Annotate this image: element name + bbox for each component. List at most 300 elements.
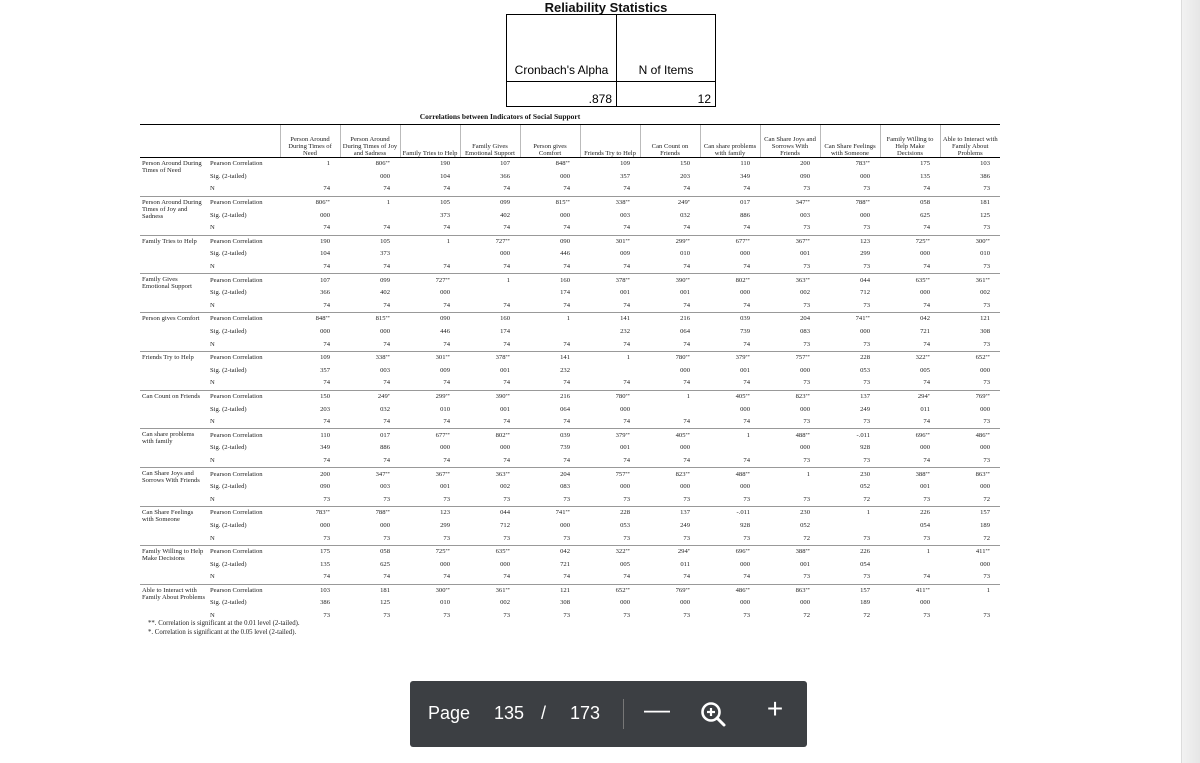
statistic-label: Sig. (2-tailed)	[210, 483, 247, 491]
table-row	[140, 571, 1000, 584]
table-cell: 017	[700, 196, 760, 209]
table-cell: 73	[863, 340, 870, 348]
table-row	[140, 558, 1000, 571]
statistic-label: Sig. (2-tailed)	[210, 405, 247, 413]
table-cell: 74	[623, 301, 630, 309]
table-cell: 73	[863, 185, 870, 193]
table-cell: 390**	[460, 390, 520, 403]
table-cell: 74	[383, 340, 390, 348]
table-cell: 001	[440, 483, 450, 491]
table-cell: 105	[400, 196, 460, 209]
table-cell: 000	[980, 405, 990, 413]
table-cell: 204	[760, 313, 820, 326]
table-cell: 73	[803, 224, 810, 232]
table-cell: 105	[340, 235, 400, 248]
table-cell: 74	[383, 456, 390, 464]
table-cell	[700, 442, 760, 455]
table-row	[140, 183, 1000, 196]
table-cell: 74	[563, 456, 570, 464]
table-cell: 000	[500, 250, 510, 258]
table-cell: 696**	[880, 429, 940, 442]
table-cell: 1	[280, 158, 340, 171]
table-cell: 000	[980, 560, 990, 568]
table-cell: 928	[740, 521, 750, 529]
table-row	[140, 481, 1000, 494]
table-cell: 73	[923, 495, 930, 503]
table-cell: 386	[980, 172, 990, 180]
table-cell	[400, 248, 460, 261]
table-cell: 73	[983, 301, 990, 309]
table-cell: 74	[923, 224, 930, 232]
table-cell: 74	[443, 340, 450, 348]
table-cell: 104	[440, 172, 450, 180]
table-cell: 000	[740, 483, 750, 491]
table-cell: 228	[580, 507, 640, 520]
table-cell: 042	[880, 313, 940, 326]
table-cell: 002	[500, 599, 510, 607]
table-cell: 052	[860, 483, 870, 491]
table-cell: 1	[640, 390, 700, 403]
table-cell: 73	[383, 495, 390, 503]
table-cell: 107	[280, 274, 340, 287]
statistic-label: Sig. (2-tailed)	[210, 328, 247, 336]
statistic-label: N	[210, 418, 215, 426]
table-cell: 103	[940, 158, 1000, 171]
scrollbar-track[interactable]	[1181, 0, 1200, 763]
table-cell: 137	[640, 507, 700, 520]
table-cell: 74	[623, 573, 630, 581]
table-cell: 011	[920, 405, 930, 413]
zoom-in-button[interactable]: +	[766, 693, 784, 724]
reliability-title: Reliability Statistics	[544, 0, 668, 15]
table-cell: 74	[323, 379, 330, 387]
table-cell: 157	[820, 584, 880, 597]
table-cell: 110	[700, 158, 760, 171]
statistic-label: Pearson Correlation	[208, 235, 280, 248]
table-cell: 73	[323, 612, 330, 620]
table-cell	[520, 326, 580, 339]
table-cell: 74	[503, 263, 510, 271]
table-cell: 042	[520, 545, 580, 558]
table-cell: 74	[683, 379, 690, 387]
table-cell: 74	[383, 379, 390, 387]
table-cell: 788**	[820, 196, 880, 209]
table-cell: 815**	[340, 313, 400, 326]
table-cell: 338**	[340, 351, 400, 364]
table-cell: 402	[500, 211, 510, 219]
table-cell: 226	[880, 507, 940, 520]
table-cell: 74	[683, 185, 690, 193]
table-cell: 74	[623, 456, 630, 464]
column-header: Able to Interact with Family About Problems	[940, 125, 1000, 158]
table-cell: 73	[983, 573, 990, 581]
cronbach-alpha-value: .878	[507, 82, 617, 107]
table-cell: 190	[400, 158, 460, 171]
table-cell: 386	[320, 599, 330, 607]
statistic-label: Pearson Correlation	[208, 429, 280, 442]
table-cell: 039	[700, 313, 760, 326]
table-cell: 73	[383, 612, 390, 620]
statistic-label: Sig. (2-tailed)	[210, 560, 247, 568]
table-cell: 74	[383, 301, 390, 309]
table-cell: 652**	[580, 584, 640, 597]
table-cell: 74	[503, 224, 510, 232]
column-header: Person gives Comfort	[520, 125, 580, 158]
header-blank-2	[208, 125, 280, 158]
table-row	[140, 235, 1000, 248]
table-cell: 367**	[400, 468, 460, 481]
table-cell: 74	[323, 418, 330, 426]
table-cell: 174	[500, 328, 510, 336]
table-cell: 73	[983, 379, 990, 387]
footnote-001: **. Correlation is significant at the 0.01 level (2-tailed).	[148, 620, 300, 627]
table-cell: 74	[383, 418, 390, 426]
cronbach-alpha-header: Cronbach's Alpha	[507, 15, 617, 82]
table-cell: 216	[640, 313, 700, 326]
table-cell: 780**	[580, 390, 640, 403]
table-cell: 74	[923, 573, 930, 581]
table-cell: 322**	[880, 351, 940, 364]
table-cell: 73	[983, 612, 990, 620]
statistic-label: Pearson Correlation	[208, 274, 280, 287]
table-cell: 249	[680, 521, 690, 529]
zoom-out-button[interactable]: —	[644, 694, 670, 724]
table-cell: 363**	[760, 274, 820, 287]
table-cell: 003	[620, 211, 630, 219]
table-cell: 135	[320, 560, 330, 568]
table-cell: 73	[983, 340, 990, 348]
table-cell: 301**	[400, 351, 460, 364]
table-cell: 74	[743, 224, 750, 232]
table-cell: 010	[440, 405, 450, 413]
table-cell: 74	[623, 418, 630, 426]
table-cell: 73	[923, 534, 930, 542]
table-cell: 083	[800, 328, 810, 336]
table-cell: 73	[743, 534, 750, 542]
table-cell: 123	[820, 235, 880, 248]
table-cell: 150	[640, 158, 700, 171]
zoom-magnifier-icon[interactable]	[699, 700, 727, 728]
statistic-label: Sig. (2-tailed)	[210, 172, 247, 180]
table-row	[140, 326, 1000, 339]
table-cell: 74	[683, 573, 690, 581]
table-cell: 090	[400, 313, 460, 326]
table-cell: 366	[500, 172, 510, 180]
table-cell: 109	[580, 158, 640, 171]
table-cell: 802**	[700, 274, 760, 287]
column-header: Family Gives Emotional Support	[460, 125, 520, 158]
table-cell: 1	[940, 584, 1000, 597]
current-page-input[interactable]: 135	[494, 703, 525, 723]
table-cell: 74	[563, 185, 570, 193]
table-cell: 823**	[760, 390, 820, 403]
table-cell: 000	[680, 599, 690, 607]
statistic-label: Sig. (2-tailed)	[210, 444, 247, 452]
table-cell: 74	[743, 185, 750, 193]
table-cell: 009	[620, 250, 630, 258]
table-cell: 73	[983, 456, 990, 464]
table-cell: 73	[863, 224, 870, 232]
table-cell: 104	[320, 250, 330, 258]
table-cell: 74	[323, 301, 330, 309]
row-variable-label: Family Tries to Help	[140, 235, 208, 274]
table-cell: 110	[280, 429, 340, 442]
table-cell: 357	[320, 366, 330, 374]
table-cell: 757**	[760, 351, 820, 364]
statistic-label: Pearson Correlation	[208, 584, 280, 597]
table-cell: 000	[560, 521, 570, 529]
table-cell: 000	[620, 483, 630, 491]
table-row	[140, 442, 1000, 455]
table-cell: 74	[503, 573, 510, 581]
table-cell: 009	[440, 366, 450, 374]
table-cell: 74	[923, 340, 930, 348]
table-cell: 226	[820, 545, 880, 558]
table-cell: 725**	[880, 235, 940, 248]
table-cell: 863**	[760, 584, 820, 597]
table-cell: 032	[680, 211, 690, 219]
table-cell: 73	[983, 185, 990, 193]
table-cell: 74	[443, 379, 450, 387]
table-row	[140, 403, 1000, 416]
table-cell: 000	[740, 560, 750, 568]
table-cell: 000	[800, 599, 810, 607]
table-cell: 741**	[520, 507, 580, 520]
table-cell: 72	[983, 534, 990, 542]
column-header: Can Share Feelings with Someone	[820, 125, 880, 158]
statistic-label: N	[210, 263, 215, 271]
table-cell: 725**	[400, 545, 460, 558]
table-cell: 73	[623, 612, 630, 620]
table-cell: 160	[460, 313, 520, 326]
table-cell: 73	[683, 612, 690, 620]
table-cell: 294*	[640, 545, 700, 558]
table-cell: 141	[520, 351, 580, 364]
table-cell: 73	[803, 495, 810, 503]
table-cell: 000	[920, 250, 930, 258]
table-cell: 000	[380, 328, 390, 336]
table-cell: 002	[800, 289, 810, 297]
table-cell: 74	[503, 379, 510, 387]
column-header: Can Share Joys and Sorrows With Friends	[760, 125, 820, 158]
footnote-005: *. Correlation is significant at the 0.05 level (2-tailed).	[148, 628, 297, 636]
table-cell: 74	[563, 224, 570, 232]
page-label: Page	[428, 703, 471, 723]
table-cell: 73	[383, 534, 390, 542]
table-cell: 064	[560, 405, 570, 413]
table-cell: 74	[623, 224, 630, 232]
correlations-title: Correlations between Indicators of Social Support	[419, 112, 581, 121]
table-cell: 175	[880, 158, 940, 171]
table-cell: 299**	[400, 390, 460, 403]
table-row	[140, 158, 1000, 171]
table-cell: 123	[400, 507, 460, 520]
table-row	[140, 313, 1000, 326]
table-cell: 010	[980, 250, 990, 258]
table-row	[140, 597, 1000, 610]
table-cell: 000	[860, 172, 870, 180]
table-cell: 73	[563, 534, 570, 542]
table-cell: 74	[623, 379, 630, 387]
table-cell: 121	[940, 313, 1000, 326]
table-cell: 74	[623, 185, 630, 193]
table-cell: 74	[443, 456, 450, 464]
table-row	[140, 171, 1000, 184]
table-cell: 160	[520, 274, 580, 287]
page-toolbar	[410, 681, 807, 747]
row-variable-label: Person gives Comfort	[140, 313, 208, 352]
table-cell: 625	[380, 560, 390, 568]
table-cell: 721	[560, 560, 570, 568]
statistic-label: N	[210, 456, 215, 464]
table-cell: 181	[340, 584, 400, 597]
table-row	[140, 493, 1000, 506]
table-cell: 301**	[580, 235, 640, 248]
row-variable-label: Family Gives Emotional Support	[140, 274, 208, 313]
table-cell	[880, 558, 940, 571]
table-cell: 361**	[460, 584, 520, 597]
row-variable-label: Family Willing to Help Make Decisions	[140, 545, 208, 584]
table-cell: 73	[803, 263, 810, 271]
table-cell: 203	[680, 172, 690, 180]
table-cell: 73	[863, 379, 870, 387]
n-of-items-header: N of Items	[617, 15, 716, 82]
table-cell: 064	[680, 328, 690, 336]
table-cell: 099	[340, 274, 400, 287]
table-cell: 203	[320, 405, 330, 413]
table-cell: 74	[383, 573, 390, 581]
table-cell: 625	[920, 211, 930, 219]
table-cell: 74	[743, 263, 750, 271]
table-cell: 189	[860, 599, 870, 607]
table-cell: 73	[923, 612, 930, 620]
table-cell: 74	[923, 301, 930, 309]
table-cell: 388**	[880, 468, 940, 481]
table-cell: 361**	[940, 274, 1000, 287]
table-cell	[640, 403, 700, 416]
table-row	[140, 365, 1000, 378]
table-cell: 73	[563, 612, 570, 620]
table-cell: 125	[380, 599, 390, 607]
table-cell: 806**	[340, 158, 400, 171]
statistic-label: Pearson Correlation	[208, 351, 280, 364]
table-cell: 000	[860, 211, 870, 219]
table-cell: 300**	[400, 584, 460, 597]
table-cell: 677**	[700, 235, 760, 248]
table-cell: 300**	[940, 235, 1000, 248]
table-cell: 005	[620, 560, 630, 568]
table-cell: 73	[323, 534, 330, 542]
table-row	[140, 532, 1000, 545]
table-cell: 73	[803, 573, 810, 581]
table-cell: 783**	[280, 507, 340, 520]
table-cell: 74	[683, 456, 690, 464]
table-cell: 1	[400, 235, 460, 248]
table-cell: 73	[683, 534, 690, 542]
table-cell: 054	[920, 521, 930, 529]
table-cell: 73	[863, 418, 870, 426]
table-cell: 721	[920, 328, 930, 336]
table-cell: 001	[500, 405, 510, 413]
table-cell: 73	[503, 495, 510, 503]
table-cell: 74	[623, 340, 630, 348]
table-cell: 74	[443, 418, 450, 426]
table-cell: 000	[440, 289, 450, 297]
statistic-label: N	[210, 495, 215, 503]
table-cell: 000	[980, 444, 990, 452]
toolbar-divider	[623, 699, 624, 729]
table-cell: 1	[520, 313, 580, 326]
table-cell: 1	[880, 545, 940, 558]
table-cell: 73	[863, 534, 870, 542]
table-cell: 74	[503, 418, 510, 426]
table-cell: 373	[380, 250, 390, 258]
statistic-label: N	[210, 534, 215, 542]
table-cell: 379**	[700, 351, 760, 364]
table-cell: 388**	[760, 545, 820, 558]
table-cell: 367**	[760, 235, 820, 248]
table-cell: 058	[880, 196, 940, 209]
table-cell: 000	[320, 521, 330, 529]
table-row	[140, 209, 1000, 222]
table-cell: 002	[980, 289, 990, 297]
table-cell: 73	[803, 301, 810, 309]
table-cell: 000	[380, 521, 390, 529]
table-row	[140, 455, 1000, 468]
table-cell: 150	[280, 390, 340, 403]
table-row	[140, 416, 1000, 429]
table-cell: 000	[560, 211, 570, 219]
table-cell: 357	[620, 172, 630, 180]
table-cell: 230	[760, 507, 820, 520]
table-row	[140, 274, 1000, 287]
table-cell: 189	[980, 521, 990, 529]
table-cell: 677**	[400, 429, 460, 442]
table-cell: 74	[743, 340, 750, 348]
table-cell: 72	[863, 495, 870, 503]
table-cell: 000	[920, 444, 930, 452]
statistic-label: Sig. (2-tailed)	[210, 289, 247, 297]
table-row	[140, 338, 1000, 351]
table-cell: 74	[923, 456, 930, 464]
table-cell: 001	[500, 366, 510, 374]
table-cell: 039	[520, 429, 580, 442]
table-cell: 74	[383, 224, 390, 232]
table-cell: 73	[443, 534, 450, 542]
table-cell: 806**	[280, 196, 340, 209]
table-cell: 73	[743, 495, 750, 503]
table-cell: 249	[860, 405, 870, 413]
table-cell: 294*	[880, 390, 940, 403]
table-cell: 486**	[700, 584, 760, 597]
table-cell: 125	[980, 211, 990, 219]
table-cell: 780**	[640, 351, 700, 364]
table-cell: 299**	[640, 235, 700, 248]
table-cell: 74	[923, 185, 930, 193]
correlations-table	[140, 124, 1000, 622]
table-cell: 000	[680, 366, 690, 374]
table-cell: 727**	[400, 274, 460, 287]
table-cell: 083	[560, 483, 570, 491]
table-cell: 000	[740, 405, 750, 413]
table-cell: 74	[563, 340, 570, 348]
table-cell	[580, 365, 640, 378]
table-cell: 74	[323, 340, 330, 348]
table-cell: 230	[820, 468, 880, 481]
table-cell: 001	[620, 444, 630, 452]
table-cell: 73	[863, 301, 870, 309]
table-cell: 053	[620, 521, 630, 529]
